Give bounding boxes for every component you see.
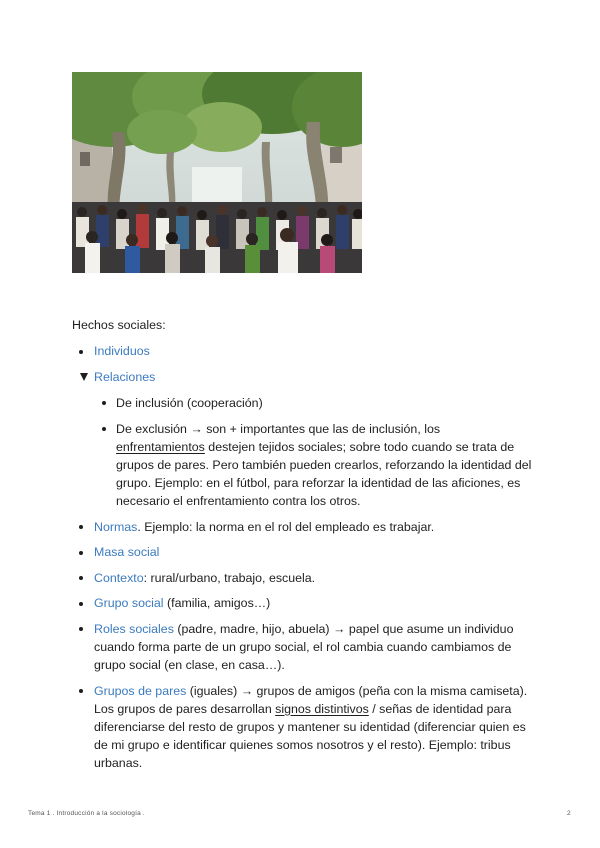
link-individuos[interactable]: Individuos bbox=[94, 344, 150, 358]
section-heading: Hechos sociales: bbox=[72, 318, 166, 332]
grupos-pares-text-2: / señas de identidad para diferenciarse del resto de grupos y mantener su identidad (diferenciar quien es de mi grupo e identificar quienes somos nosotros y el resto). Ejemplo: tribus urbanas. bbox=[94, 701, 526, 770]
page-number: 2 bbox=[567, 810, 571, 817]
contexto-text: : rural/urbano, trabajo, escuela. bbox=[143, 570, 316, 585]
list-item-relaciones bbox=[72, 368, 532, 510]
sublist-item-exclusion bbox=[94, 420, 532, 510]
inclusion-text: De inclusión (cooperación) bbox=[116, 395, 263, 410]
grupo-social-text: (familia, amigos…) bbox=[163, 596, 271, 611]
link-masa-social[interactable]: Masa social bbox=[94, 545, 160, 560]
normas-text: . Ejemplo: la norma en el rol del empleado es trabajar. bbox=[137, 519, 435, 534]
enfrentamientos-underlined: enfrentamientos bbox=[116, 439, 205, 454]
link-grupo-social[interactable]: Grupo social bbox=[94, 596, 164, 611]
sublist-item-inclusion bbox=[94, 394, 532, 412]
link-relaciones[interactable]: Relaciones bbox=[94, 369, 156, 384]
link-contexto[interactable]: Contexto bbox=[94, 570, 144, 585]
list-item-contexto bbox=[72, 569, 532, 587]
roles-sociales-text: (padre, madre, hijo, abuela) → papel que asume un individuo cuando forma parte de un grupo social, el rol cambia cuando cambiamos de grupo social (en clase, en casa…). bbox=[94, 621, 514, 672]
footer-title: Tema 1 . Introducción a la sociología . bbox=[28, 810, 145, 817]
content-area bbox=[72, 316, 532, 779]
list-item-masa-social bbox=[72, 543, 532, 561]
toggle-triangle-icon[interactable] bbox=[80, 373, 88, 381]
exclusion-text-2: destejen tejidos sociales; sobre todo cuando se trata de grupos de pares. Pero también pueden crearlos, reforzando la identidad del grupo. Ejemplo: en el fútbol, para reforzar la identidad de las aficiones, es necesario el enfrentamiento contra los otros. bbox=[116, 439, 532, 508]
link-roles-sociales[interactable]: Roles sociales bbox=[94, 621, 174, 636]
list-item-roles-sociales bbox=[72, 620, 532, 674]
list-item-individuos bbox=[72, 342, 532, 360]
relaciones-sublist bbox=[94, 394, 532, 510]
list-item-normas bbox=[72, 518, 532, 536]
crowd-street-photo bbox=[72, 72, 362, 273]
hechos-sociales-list bbox=[72, 342, 532, 772]
exclusion-text-1: De exclusión → son + importantes que las de inclusión, los bbox=[116, 421, 441, 436]
link-normas[interactable]: Normas bbox=[94, 519, 138, 534]
grupos-pares-text-1: (iguales) → grupos de amigos (peña con la misma camiseta). Los grupos de pares desarrollan bbox=[94, 683, 528, 716]
list-item-grupos-pares bbox=[72, 682, 532, 772]
signos-distintivos-underlined: signos distintivos bbox=[275, 701, 369, 716]
link-grupos-pares[interactable]: Grupos de pares bbox=[94, 683, 187, 698]
list-item-grupo-social bbox=[72, 594, 532, 612]
